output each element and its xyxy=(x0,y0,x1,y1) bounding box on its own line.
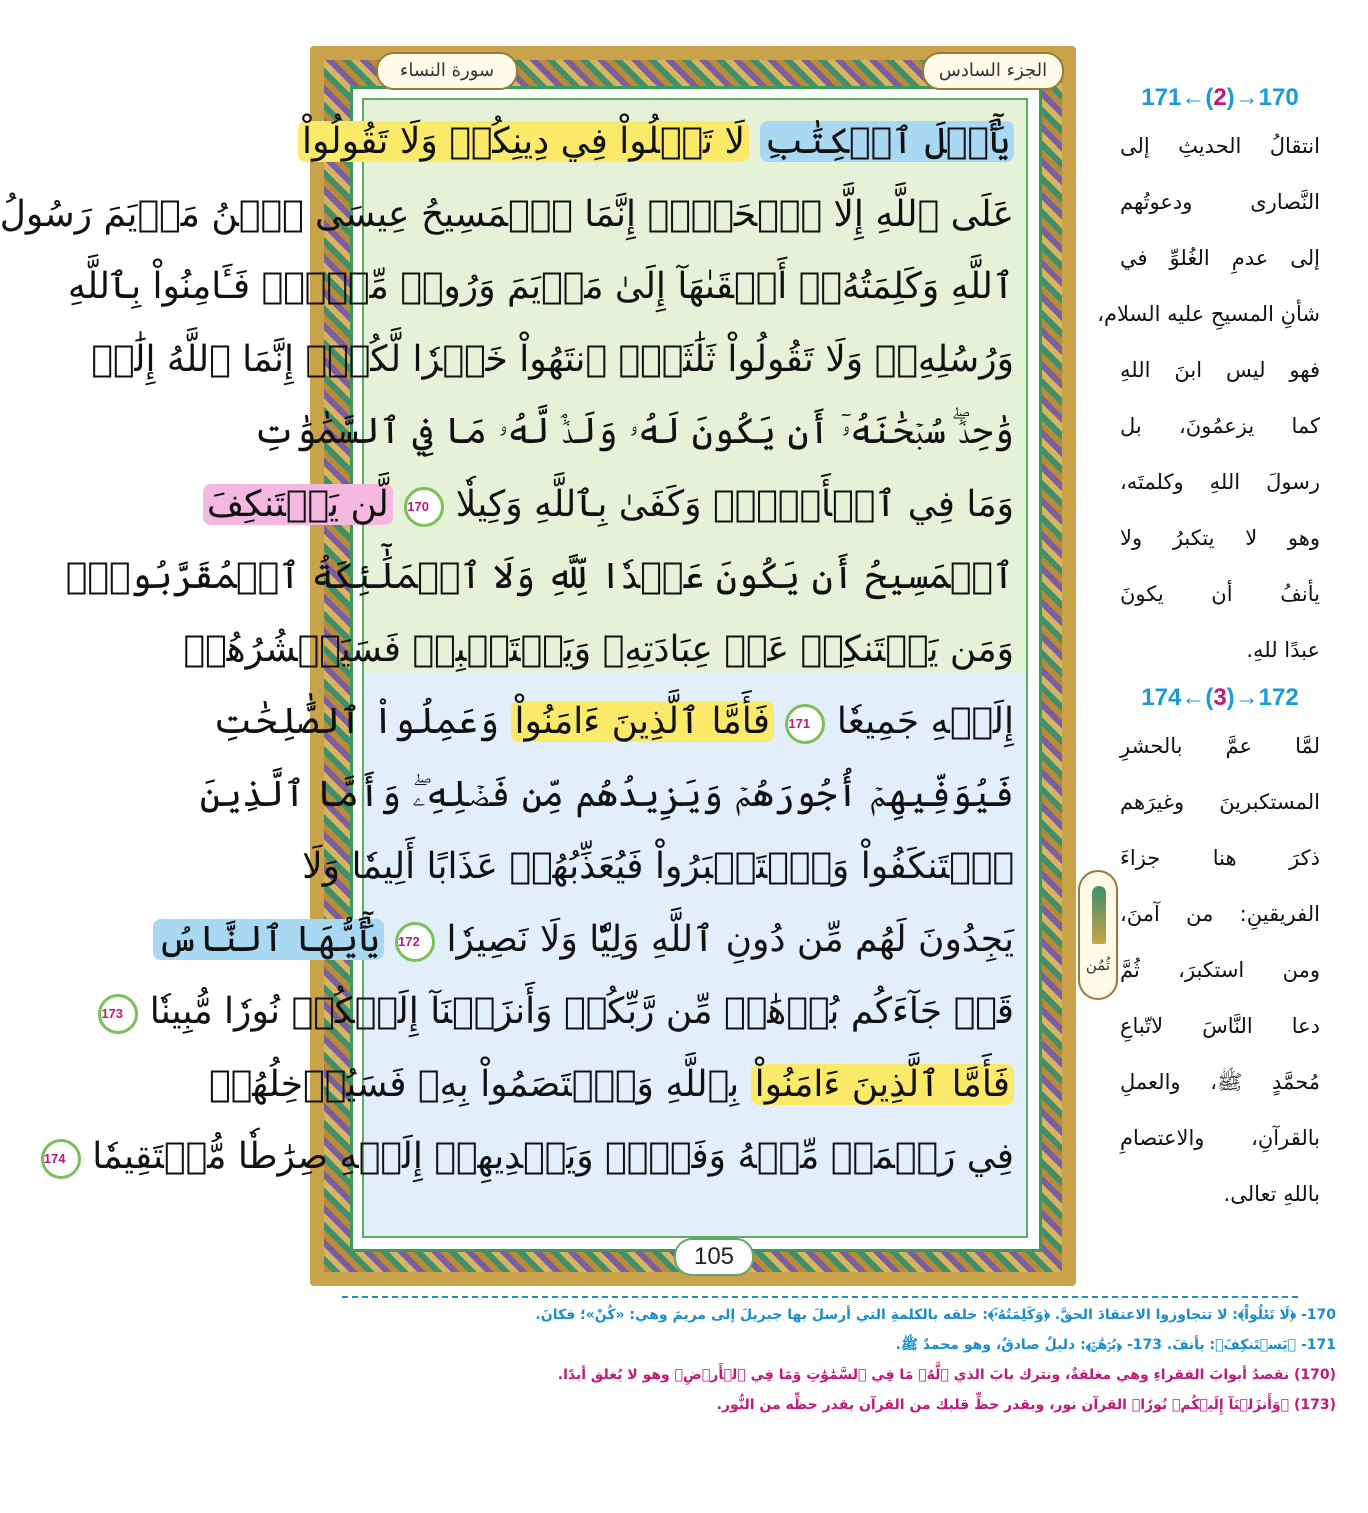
ayah-lines xyxy=(0,106,1014,1194)
ayah-line-10: فَيُوَفِّيهِمۡ أُجُورَهُمۡ وَيَزِيدُهُم مِّن فَضۡلِهِۦۖ وَأَمَّا ٱلَّذِينَ xyxy=(199,773,1014,815)
thumn-label: ثُمُن xyxy=(1085,956,1111,974)
juz-title: الجزء السادس xyxy=(922,52,1064,90)
ayah-line-11: ٱسۡتَنكَفُواْ وَٱسۡتَكۡبَرُواْ فَيُعَذِّبُهُمۡ عَذَابًا أَلِيمٗا وَلَا xyxy=(302,846,1014,887)
sidebar-line: باللهِ تعالى. xyxy=(1223,1182,1320,1206)
mosque-ornament-icon xyxy=(1092,886,1106,944)
highlight-ya-ahl-kitab: يَٰٓأَهۡلَ ٱلۡكِتَٰبِ xyxy=(760,121,1014,162)
ayah-line-14 xyxy=(209,1049,1014,1122)
ayah-number-marker: 171 xyxy=(785,704,825,744)
sidebar-line: بالقرآنِ، والاعتصامِ xyxy=(1120,1126,1320,1150)
ayah-text: وَعَمِلُواْ ٱلصَّٰلِحَٰتِ xyxy=(213,701,500,742)
ayah-text: يَجِدُونَ لَهُم مِّن دُونِ ٱللَّهِ وَلِيّٗا وَلَا نَصِيرٗا xyxy=(446,918,1014,960)
sidebar-line: المستكبرينَ وغيرَهم xyxy=(1120,790,1320,814)
highlight-faamma-1: فَأَمَّا ٱلَّذِينَ ءَامَنُواْ xyxy=(511,701,774,742)
sidebar-line: ذكرَ هنا جزاءَ xyxy=(1120,846,1320,870)
ayah-line-8: وَمَن يَسۡتَنكِفۡ عَنۡ عِبَادَتِهِۦ وَيَسۡتَكۡبِرۡ فَسَيَحۡشُرُهُمۡ xyxy=(183,628,1014,670)
highlight-faamma-2: فَأَمَّا ٱلَّذِينَ ءَامَنُواْ xyxy=(751,1064,1014,1105)
highlight-lan-yastankif: لَّن يَسۡتَنكِفَ xyxy=(203,484,393,525)
ayah-text: إِلَيۡهِ جَمِيعٗا xyxy=(836,701,1014,742)
ayah-line-4: وَرُسُلِهِۦۖ وَلَا تَقُولُواْ ثَلَٰثَةٌۚ ٱنتَهُواْ خَيۡرٗا لَّكُمۡۚ إِنَّمَا ٱللَّهُ إِلَٰهٞ xyxy=(91,338,1014,380)
highlight-la-taghlu: لَا تَغۡلُواْ فِي دِينِكُمۡ وَلَا تَقُولُواْ xyxy=(298,121,749,162)
footnotes xyxy=(306,1300,1336,1420)
ayah-line-5: وَٰحِدٞۖ سُبۡحَٰنَهُۥٓ أَن يَكُونَ لَهُۥ وَلَدٞۘ لَّهُۥ مَا فِي ٱلسَّمَٰوَٰتِ xyxy=(253,411,1014,452)
ayah-number-marker: 170 xyxy=(404,487,444,527)
footnote-reflection-173: (173) ﴿وَأَنزَلۡنَآ إِلَيۡكُمۡ نُورٗا﴾ القرآن نور، وبقدر حظِّ قلبك من القرآن بقدر حظِّه من النُّور. xyxy=(716,1397,1336,1413)
sidebar-line: انتقالُ الحديثِ إلى xyxy=(1120,134,1320,158)
sidebar-line: وهو لا يتكبرُ ولا xyxy=(1120,526,1320,550)
page-number: 105 xyxy=(674,1238,754,1276)
footnote-divider xyxy=(342,1296,1302,1298)
sidebar-line: الفريقينِ: من آمنَ، xyxy=(1120,902,1320,926)
sidebar-line: شأنِ المسيحِ عليه السلام، xyxy=(1097,302,1320,326)
sidebar-line: يأنفُ أن يكونَ xyxy=(1120,582,1320,606)
sidebar-line: مُحمَّدٍ ﷺ، والعملِ xyxy=(1120,1070,1320,1094)
ayah-line-13 xyxy=(101,976,1014,1049)
section-header-2: 174←(3)→172 xyxy=(1141,684,1299,711)
footnote-vocab-2: 171- ﴿يَسۡتَنكِفَ﴾: يأنفَ. 173- ﴿بُرۡهَٰنٞ﴾: دليلٌ صادقٌ، وهو محمدٌ ﷺ. xyxy=(895,1337,1336,1353)
highlight-ya-ayyuha-nas: يَٰٓأَيُّهَا ٱلنَّاسُ xyxy=(153,919,383,960)
surah-title: سورة النساء xyxy=(376,52,518,90)
ayah-text: قَدۡ جَآءَكُم بُرۡهَٰنٞ مِّن رَّبِّكُمۡ وَأَنزَلۡنَآ إِلَيۡكُمۡ نُورٗا مُّبِينٗا xyxy=(149,991,1014,1032)
sidebar-line: ومن استكبرَ، ثُمَّ xyxy=(1120,958,1320,982)
sidebar-line: لمَّا عمَّ بالحشرِ xyxy=(1120,734,1320,758)
sidebar-line: النَّصارى ودعوتُهم xyxy=(1120,190,1320,214)
ayah-text: وَمَا فِي ٱلۡأَرۡضِۗ وَكَفَىٰ بِٱللَّهِ وَكِيلٗا xyxy=(455,483,1014,525)
ayah-number-marker: 174 xyxy=(41,1139,81,1179)
section-header-1: 171←(2)→170 xyxy=(1141,84,1299,111)
ayah-line-9 xyxy=(213,686,1014,759)
ayah-line-6 xyxy=(206,469,1014,542)
footnote-reflection-170: (170) نقصدُ أبوابَ الفقراءِ وهي مغلقةٌ، ونترك بابَ الذي ﴿لَّهُۥ مَا فِي ٱلسَّمَٰوَٰتِ وَمَا فِي ٱلۡأَرۡضِ﴾ وهو لا يُغلق أبدًا. xyxy=(557,1367,1336,1383)
ayah-line-7: ٱلۡمَسِيحُ أَن يَكُونَ عَبۡدٗا لِّلَّهِ وَلَا ٱلۡمَلَٰٓئِكَةُ ٱلۡمُقَرَّبُونَۚ xyxy=(65,556,1014,597)
ayah-line-2: عَلَى ٱللَّهِ إِلَّا ٱلۡحَقَّۚ إِنَّمَا ٱلۡمَسِيحُ عِيسَى ٱبۡنُ مَرۡيَمَ رَسُولُ xyxy=(0,193,1014,235)
ayah-number-marker: 172 xyxy=(395,922,435,962)
ayah-line-1 xyxy=(302,106,1014,179)
sidebar-line: دعا النَّاسَ لاتّباعِ xyxy=(1120,1014,1320,1038)
sidebar-line: كما يزعمُونَ، بل xyxy=(1120,414,1320,438)
ayah-text: فِي رَحۡمَةٖ مِّنۡهُ وَفَضۡلٖ وَيَهۡدِيهِمۡ إِلَيۡهِ صِرَٰطٗا مُّسۡتَقِيمٗا xyxy=(92,1136,1014,1177)
thumn-marker xyxy=(1078,870,1118,1000)
sidebar-line: رسولَ اللهِ وكلمتَه، xyxy=(1120,470,1320,494)
ayah-number-marker: 173 xyxy=(98,994,138,1034)
ayah-line-12 xyxy=(157,904,1014,977)
sidebar-line: فهو ليس ابنَ اللهِ xyxy=(1120,358,1320,382)
footnote-vocab-1: 170- ﴿لَا تَغۡلُواْ﴾: لا تتجاوزوا الاعتقادَ الحقَّ. ﴿وَكَلِمَتُهُۥٓ﴾: خلقه بالكلمةِ التي أرسلَ بها جبريلَ إلى مريمَ وهي: «كُنْ»؛ فكانَ. xyxy=(535,1307,1336,1323)
ayah-line-15 xyxy=(43,1121,1014,1194)
ayah-line-3: ٱللَّهِ وَكَلِمَتُهُۥٓ أَلۡقَىٰهَآ إِلَىٰ مَرۡيَمَ وَرُوحٞ مِّنۡهُۖ فَـَٔامِنُواْ بِٱللَّهِ xyxy=(67,266,1014,307)
sidebar-line: عبدًا للهِ. xyxy=(1246,638,1320,662)
sidebar-line: إلى عدمِ الغُلوِّ في xyxy=(1120,246,1320,270)
ayah-text: بِٱللَّهِ وَٱعۡتَصَمُواْ بِهِۦ فَسَيُدۡخِلُهُمۡ xyxy=(209,1063,740,1105)
